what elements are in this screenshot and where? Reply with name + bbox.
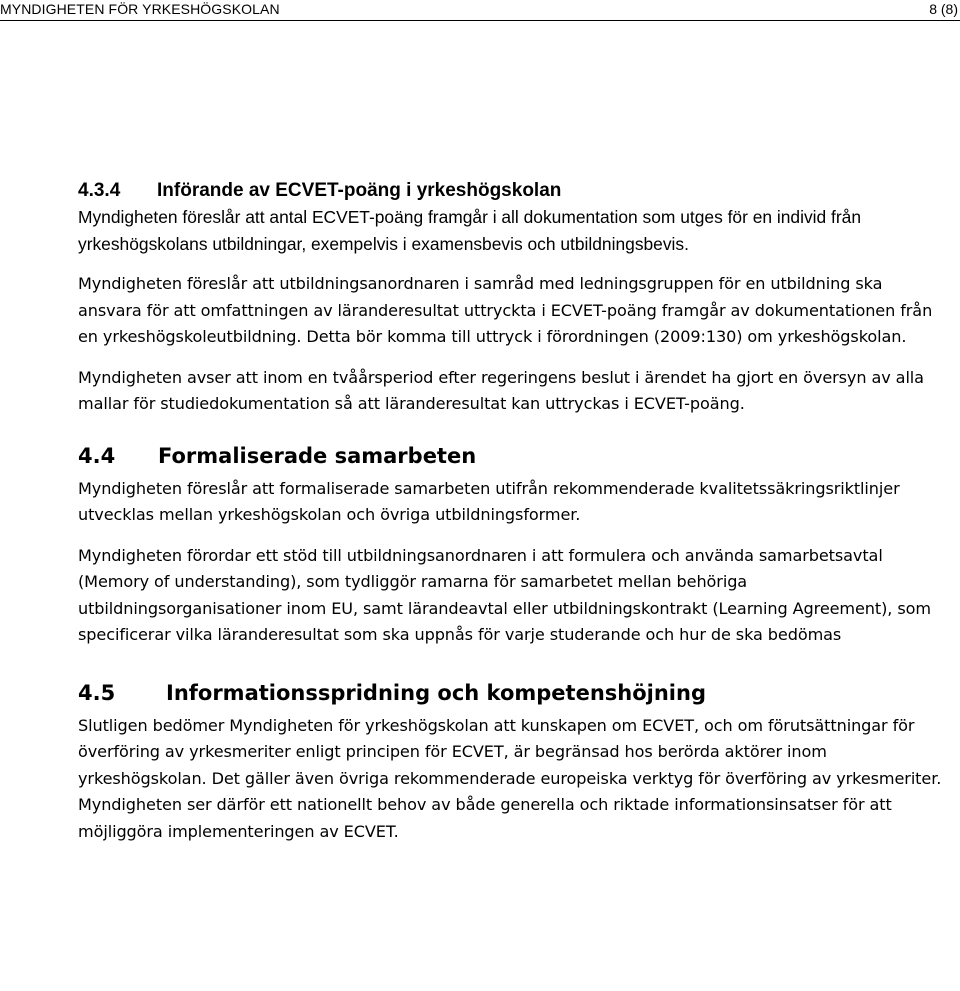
section-4-3-4 (78, 178, 946, 418)
section-heading (78, 679, 946, 707)
header-divider (0, 20, 960, 21)
paragraph: Myndigheten föreslår att antal ECVET-poäng framgår i all dokumentation som utges för en individ från yrkeshögskolans utbildningar, exempelvis i examensbevis och utbildningsbevis. (78, 207, 861, 254)
section-heading (78, 442, 946, 470)
organization-name: MYNDIGHETEN FÖR YRKESHÖGSKOLAN (0, 1, 280, 17)
section-title: Införande av ECVET-poäng i yrkeshögskolan (157, 180, 562, 201)
section-number: 4.4 (78, 443, 116, 468)
section-heading (78, 178, 946, 204)
page-header (0, 0, 960, 22)
section-4-5 (78, 679, 946, 846)
paragraph: Myndigheten förordar ett stöd till utbildningsanordnaren i att formulera och använda samarbetsavtal (Memory of understanding), som tydliggör ramarna för samarbetet mellan behöriga utbildningsorganisationer inom EU, samt lärandeavtal eller utbildningskontrakt (Learning Agreement), som specificerar vilka läranderesultat som ska uppnås för varje studerande och hur de ska bedömas (78, 545, 931, 644)
section-4-4 (78, 442, 946, 649)
paragraph: Slutligen bedömer Myndigheten för yrkeshögskolan att kunskapen om ECVET, och om förutsättningar för överföring av yrkesmeriter enligt principen för ECVET, är begränsad hos berörda aktörer inom yrkeshögskolan. Det gäller även övriga rekommenderade europeiska verktyg för överföring av yrkesmeriter. Myndigheten ser därför ett nationellt behov av både generella och riktade informationsinsatser för att möjliggöra implementeringen av ECVET. (78, 715, 942, 841)
section-title: Informationsspridning och kompetenshöjning (166, 680, 706, 705)
paragraph: Myndigheten avser att inom en tvåårsperiod efter regeringens beslut i ärendet ha gjort en översyn av alla mallar för studiedokumentation så att läranderesultat kan uttryckas i ECVET-poäng. (78, 367, 924, 413)
document-body (78, 178, 946, 845)
page-number: 8 (8) (929, 1, 958, 17)
section-number: 4.5 (78, 680, 116, 705)
section-number: 4.3.4 (78, 180, 121, 201)
paragraph: Myndigheten föreslår att utbildningsanordnaren i samråd med ledningsgruppen för en utbildning ska ansvara för att omfattningen av läranderesultat uttryckta i ECVET-poäng framgår av dokumentationen från en yrkeshögskoleutbildning. Detta bör komma till uttryck i förordningen (2009:130) om yrkeshögskolan. (78, 274, 933, 346)
section-title: Formaliserade samarbeten (158, 443, 477, 468)
paragraph: Myndigheten föreslår att formaliserade samarbeten utifrån rekommenderade kvalitetssäkringsriktlinjer utvecklas mellan yrkeshögskolan och övriga utbildningsformer. (78, 478, 900, 524)
